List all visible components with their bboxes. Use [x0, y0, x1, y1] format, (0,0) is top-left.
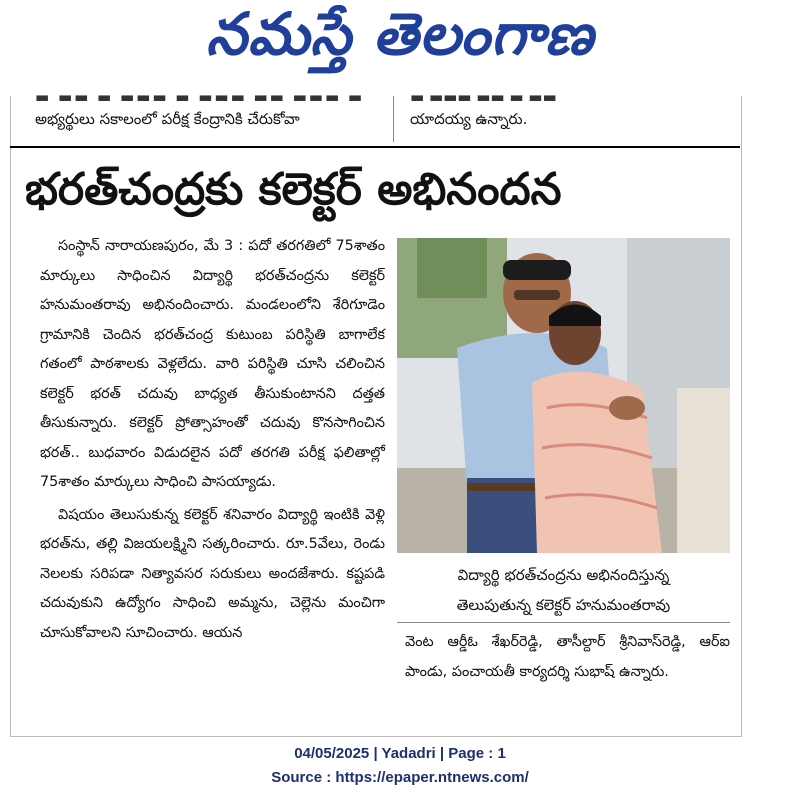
article-separator-rule	[10, 146, 740, 148]
previous-article-left-line: అభ్యర్థులు సకాలంలో పరీక్ష కేంద్రానికి చేరుకోవా	[35, 110, 300, 128]
footer-source-link[interactable]: Source : https://epaper.ntnews.com/	[271, 769, 529, 786]
newspaper-masthead	[0, 0, 800, 82]
cut-off-text-line: ▬ ▬▬▬ ▬▬ ▬ ▬▬	[410, 88, 557, 102]
article-paragraph: విషయం తెలుసుకున్న కలెక్టర్ శనివారం విద్యార్థి ఇంటికి వెళ్లి భరత్‌ను, తల్లి విజయలక్ష్మిని సత్కరించారు. రూ.5వేలు, రెండు నెలలకు సరిపడా నిత్యావసర సరుకులు అందజేశారు. కష్టపడి చదువుకుని ఉద్యోగం సాధించి అమ్మను, చెల్లెను మంచిగా చూసుకోవాలని సూచించారు. ఆయన	[40, 506, 385, 641]
photo-caption-line: విద్యార్థి భరత్‌చంద్రను అభినందిస్తున్న	[457, 566, 670, 584]
article-photo	[397, 238, 730, 553]
photo-caption-line: తెలుపుతున్న కలెక్టర్ హనుమంతరావు	[456, 596, 671, 614]
article-paragraph: వెంట ఆర్డీఓ శేఖర్‌రెడ్డి, తాసీల్దార్ శ్రీనివాస్‌రెడ్డి, ఆర్‌ఐ పాండు, పంచాయతీ కార్యదర్శి సుభాష్ ఉన్నారు.	[405, 634, 730, 680]
previous-article-right	[410, 88, 740, 142]
article-body-left-column	[40, 232, 385, 651]
epaper-footer	[0, 742, 800, 790]
article-body-right-column	[405, 628, 730, 687]
previous-article-fragment	[10, 88, 740, 142]
previous-article-left	[35, 88, 395, 142]
previous-article-right-line: యాదయ్య ఉన్నారు.	[410, 110, 528, 128]
cut-off-text-line: ▬ ▬▬ ▬ ▬▬▬ ▬ ▬▬▬ ▬▬ ▬▬▬ ▬	[35, 88, 365, 102]
photo-collector-and-student	[397, 238, 730, 553]
footer-date-edition: 04/05/2025 | Yadadri | Page : 1	[294, 745, 506, 762]
column-divider	[393, 96, 394, 142]
article-headline: భరత్‌చంద్రకు కలెక్టర్ అభినందన	[25, 164, 562, 215]
article-paragraph: సంస్థాన్ నారాయణపురం, మే 3 : పదో తరగతిలో 75శాతం మార్కులు సాధించిన విద్యార్థి భరత్‌చంద్రను కలెక్టర్ హనుమంతరావు అభినందించారు. మండలంలోని శేరిగూడెం గ్రామానికి చెందిన భరత్‌చంద్ర కుటుంబ పరిస్థితి బాగాలేక గతంలో పాఠశాలకు వెళ్లలేదు. వారి పరిస్థితి చూసి చలించిన కలెక్టర్ భరత్ చదువు బాధ్యత తీసుకుంటానని దత్తత తీసుకున్నారు. కలెక్టర్ ప్రోత్సాహంతో చదువు కొనసాగించిన భరత్.. బుధవారం విడుదలైన పదో తరగతి పరీక్ష ఫలితాల్లో 75శాతం మార్కులు సాధించి పాసయ్యాడు.	[40, 238, 385, 490]
photo-caption	[397, 560, 730, 620]
masthead-title: నమస్తే తెలంగాణ	[206, 0, 594, 68]
caption-divider	[397, 622, 730, 623]
